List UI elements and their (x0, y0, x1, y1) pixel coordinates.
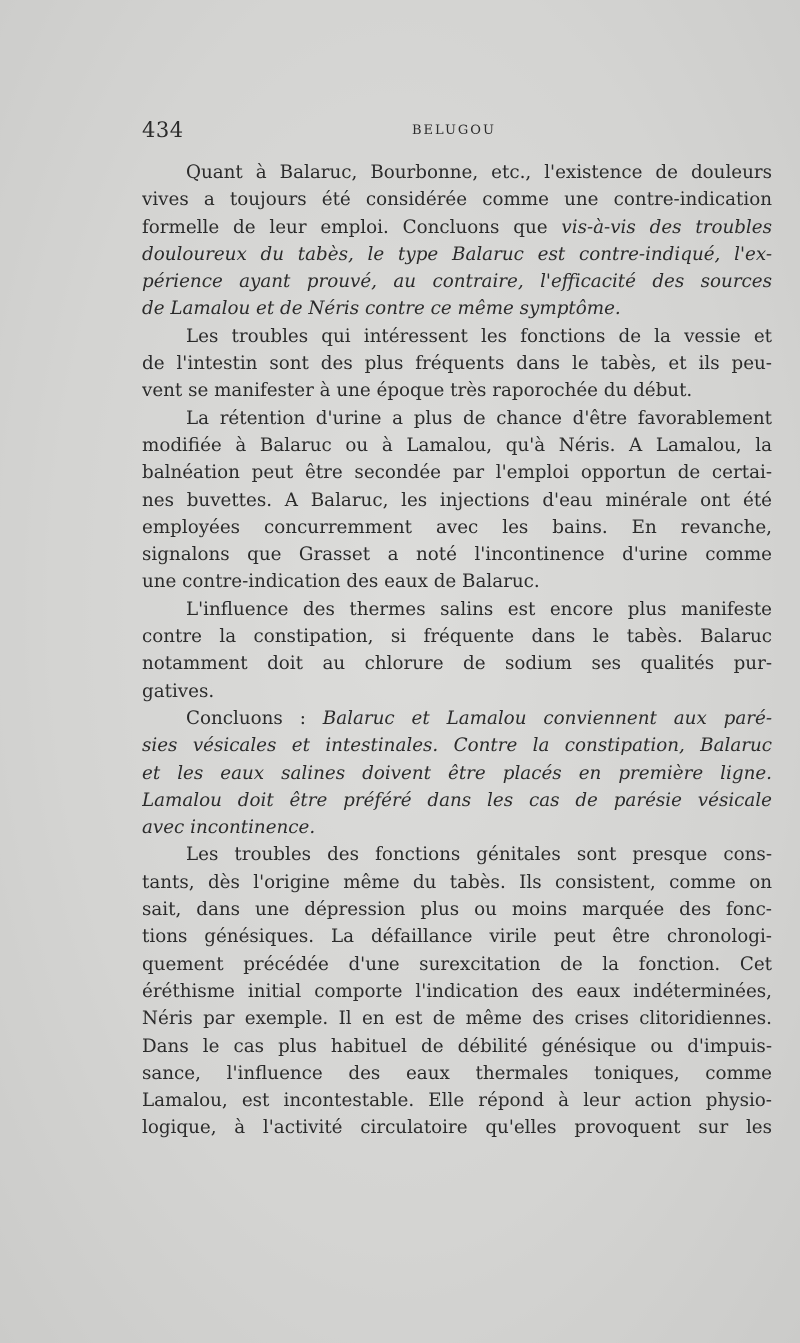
text-line (142, 814, 772, 841)
text-segment: vives a toujours été considérée comme une contre-indication (142, 189, 772, 211)
text-segment: éréthisme initial comporte l'indication des eaux indéterminées, (142, 980, 772, 1002)
italic-text: sies vésicales et intestinales. Contre la constipation, Balaruc (142, 735, 772, 757)
italic-text: Balaruc et Lamalou conviennent aux paré- (322, 707, 772, 729)
page-number: 434 (142, 118, 184, 142)
text-segment: contre la constipation, si fréquente dans le tabès. Balaruc (142, 626, 772, 648)
text-line (142, 1087, 772, 1114)
text-segment: tants, dès l'origine même du tabès. Ils consistent, comme on (142, 871, 772, 893)
italic-text: périence ayant prouvé, au contraire, l'efficacité des sources (142, 271, 772, 293)
text-line (142, 1005, 772, 1032)
text-line (142, 978, 772, 1005)
text-line (142, 787, 772, 814)
text-line (142, 923, 772, 950)
text-segment: modifiée à Balaruc ou à Lamalou, qu'à Néris. A Lamalou, la (142, 434, 772, 456)
text-segment: vent se manifester à une époque très raporochée du début. (142, 380, 693, 402)
italic-text: douloureux du tabès, le type Balaruc est contre-indiqué, l'ex- (142, 243, 772, 265)
italic-text: et les eaux salines doivent être placés en première ligne. (142, 762, 772, 784)
running-head: BELUGOU (412, 123, 496, 138)
page-header (142, 118, 772, 148)
text-segment: balnéation peut être secondée par l'emploi opportun de certai- (142, 462, 772, 484)
text-line (142, 268, 772, 295)
text-line (142, 323, 772, 350)
text-segment: signalons que Grasset a noté l'incontinence d'urine comme (142, 544, 772, 566)
italic-text: de Lamalou et de Néris contre ce même symptôme. (142, 298, 621, 320)
text-line (142, 186, 772, 213)
text-line (142, 732, 772, 759)
text-segment: sance, l'influence des eaux thermales toniques, comme (142, 1062, 772, 1084)
text-line (142, 596, 772, 623)
text-line (142, 869, 772, 896)
text-segment: gatives. (142, 680, 215, 702)
text-line (142, 896, 772, 923)
text-line (142, 678, 772, 705)
text-line (142, 432, 772, 459)
text-segment: sait, dans une dépression plus ou moins marquée des fonc- (142, 899, 772, 921)
text-line (142, 459, 772, 486)
text-segment: quement précédée d'une surexcitation de la fonction. Cet (142, 953, 772, 975)
text-segment: de l'intestin sont des plus fréquents dans le tabès, et ils peu- (142, 353, 772, 375)
text-line (142, 405, 772, 432)
text-line (142, 350, 772, 377)
text-line (142, 541, 772, 568)
text-line (142, 1033, 772, 1060)
text-segment: Dans le cas plus habituel de débilité génésique ou d'impuis- (142, 1035, 772, 1057)
text-segment: formelle de leur emploi. Concluons que (142, 216, 562, 238)
text-line (142, 514, 772, 541)
text-line (142, 841, 772, 868)
text-segment: L'influence des thermes salins est encore plus manifeste (186, 598, 772, 620)
text-line (142, 951, 772, 978)
text-line (142, 377, 772, 404)
italic-text: vis-à-vis des troubles (561, 216, 772, 238)
text-line (142, 214, 772, 241)
text-line (142, 487, 772, 514)
text-line (142, 1060, 772, 1087)
text-segment: notamment doit au chlorure de sodium ses qualités pur- (142, 653, 772, 675)
text-line (142, 241, 772, 268)
text-line (142, 159, 772, 186)
italic-text: Lamalou doit être préféré dans les cas de parésie vésicale (142, 789, 772, 811)
text-line (142, 623, 772, 650)
text-line (142, 1114, 772, 1141)
text-line (142, 705, 772, 732)
text-segment: La rétention d'urine a plus de chance d'être favorablement (186, 407, 772, 429)
text-segment: nes buvettes. A Balaruc, les injections d'eau minérale ont été (142, 489, 772, 511)
text-segment: Les troubles des fonctions génitales sont presque cons- (186, 844, 772, 866)
body-text (142, 159, 772, 1142)
text-line (142, 650, 772, 677)
text-segment: logique, à l'activité circulatoire qu'elles provoquent sur les (142, 1117, 772, 1139)
text-line (142, 295, 772, 322)
text-segment: Les troubles qui intéressent les fonctions de la vessie et (186, 325, 772, 347)
text-segment: Lamalou, est incontestable. Elle répond à leur action physio- (142, 1090, 772, 1112)
text-line (142, 760, 772, 787)
text-segment: tions génésiques. La défaillance virile peut être chronologi- (142, 926, 772, 948)
italic-text: avec incontinence. (142, 817, 316, 839)
text-segment: une contre-indication des eaux de Balaruc. (142, 571, 540, 593)
text-segment: Néris par exemple. Il en est de même des crises clitoridiennes. (142, 1008, 772, 1030)
text-segment: employées concurremment avec les bains. En revanche, (142, 516, 772, 538)
text-line (142, 568, 772, 595)
text-segment: Quant à Balaruc, Bourbonne, etc., l'existence de douleurs (186, 162, 772, 183)
text-segment: Concluons : (186, 707, 323, 729)
